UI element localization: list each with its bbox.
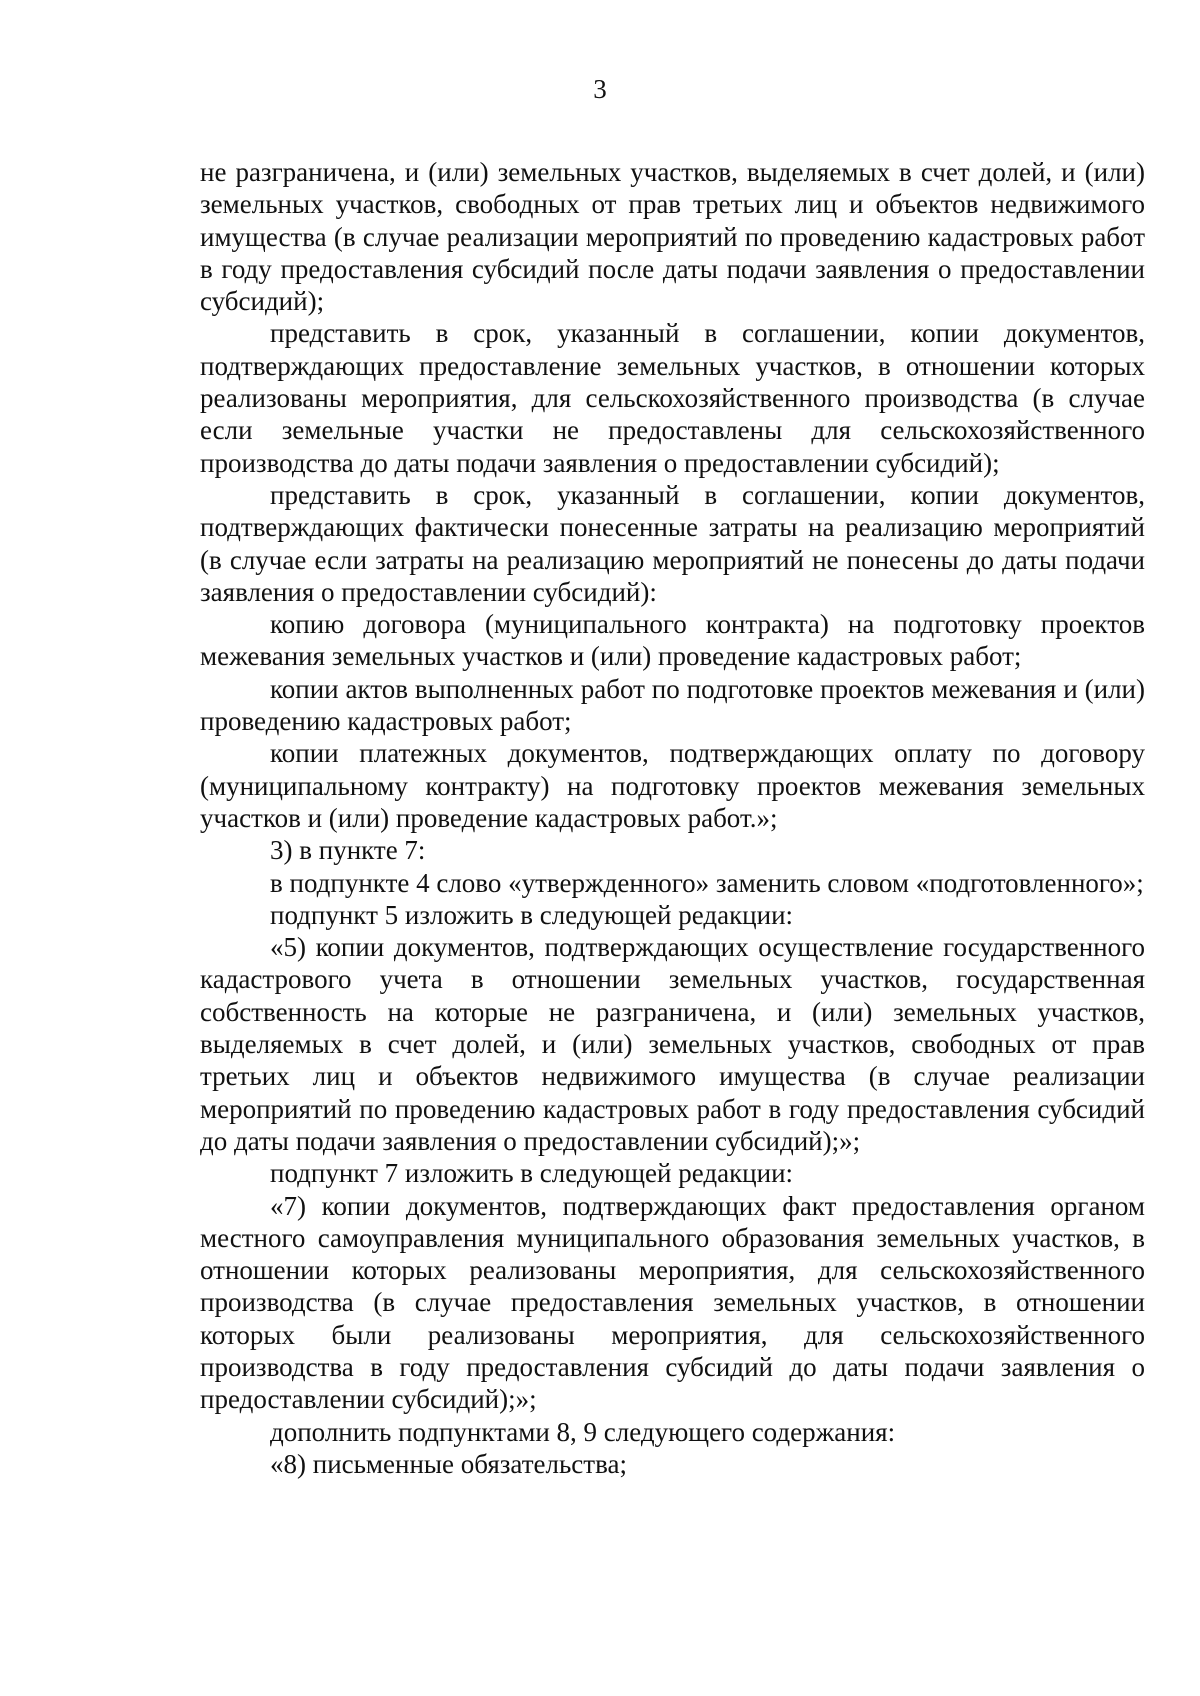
paragraph-11: подпункт 7 изложить в следующей редакции: (270, 1158, 794, 1189)
paragraph-5: копии актов выполненных работ по подготовке проектов межевания и (или) проведению кадастровых работ; (200, 673, 1145, 737)
paragraph-12: «7) копии документов, подтверждающих факт предоставления органом местного самоуправления муниципального образования земельных участков, в отношении которых реализованы мероприятия, для сельскохозяйственного производства (в случае предоставления земельных участков, в отношении которых были реализованы мероприятия, для сельскохозяйственного производства в году предоставления субсидий до даты подачи заявления о предоставлении субсидий);»; (200, 1190, 1145, 1415)
paragraph-4: копию договора (муниципального контракта) на подготовку проектов межевания земельных участков и (или) проведение кадастровых работ; (200, 609, 1145, 672)
paragraph-2: представить в срок, указанный в соглашении, копии документов, подтверждающих предоставление земельных участков, в отношении которых реализованы мероприятия, для сельскохозяйственного производства (в случае если земельные участки не предоставлены для сельскохозяйственного производства до даты подачи заявления о предоставлении субсидий); (200, 318, 1145, 478)
paragraph-9: подпункт 5 изложить в следующей редакции: (270, 899, 794, 930)
paragraph-1: не разграничена, и (или) земельных участков, выделяемых в счет долей, и (или) земельных участков, свободных от прав третьих лиц и объектов недвижимого имущества (в случае реализации мероприятий по проведению кадастровых работ в году предоставления субсидий после даты подачи заявления о предоставлении субсидий); (200, 157, 1145, 317)
paragraph-14: «8) письменные обязательства; (270, 1448, 627, 1479)
paragraph-7: 3) в пункте 7: (270, 835, 426, 866)
paragraph-3: представить в срок, указанный в соглашении, копии документов, подтверждающих фактически понесенные затраты на реализацию мероприятий (в случае если затраты на реализацию мероприятий не понесены до даты подачи заявления о предоставлении субсидий): (200, 479, 1145, 607)
document-body (200, 156, 1145, 1480)
paragraph-8: в подпункте 4 слово «утвержденного» заменить словом «подготовленного»; (270, 867, 1144, 898)
paragraph-13: дополнить подпунктами 8, 9 следующего содержания: (270, 1416, 896, 1447)
page-number: 3 (593, 74, 607, 104)
paragraph-10: «5) копии документов, подтверждающих осуществление государственного кадастрового учета в отношении земельных участков, государственная собственность на которые не разграничена, и (или) земельных участков, выделяемых в счет долей, и (или) земельных участков, свободных от прав третьих лиц и объектов недвижимого имущества (в случае реализации мероприятий по проведению кадастровых работ в году предоставления субсидий до даты подачи заявления о предоставлении субсидий);»; (200, 932, 1145, 1156)
paragraph-6: копии платежных документов, подтверждающих оплату по договору (муниципальному контракту) на подготовку проектов межевания земельных участков и (или) проведение кадастровых работ.»; (200, 738, 1145, 833)
